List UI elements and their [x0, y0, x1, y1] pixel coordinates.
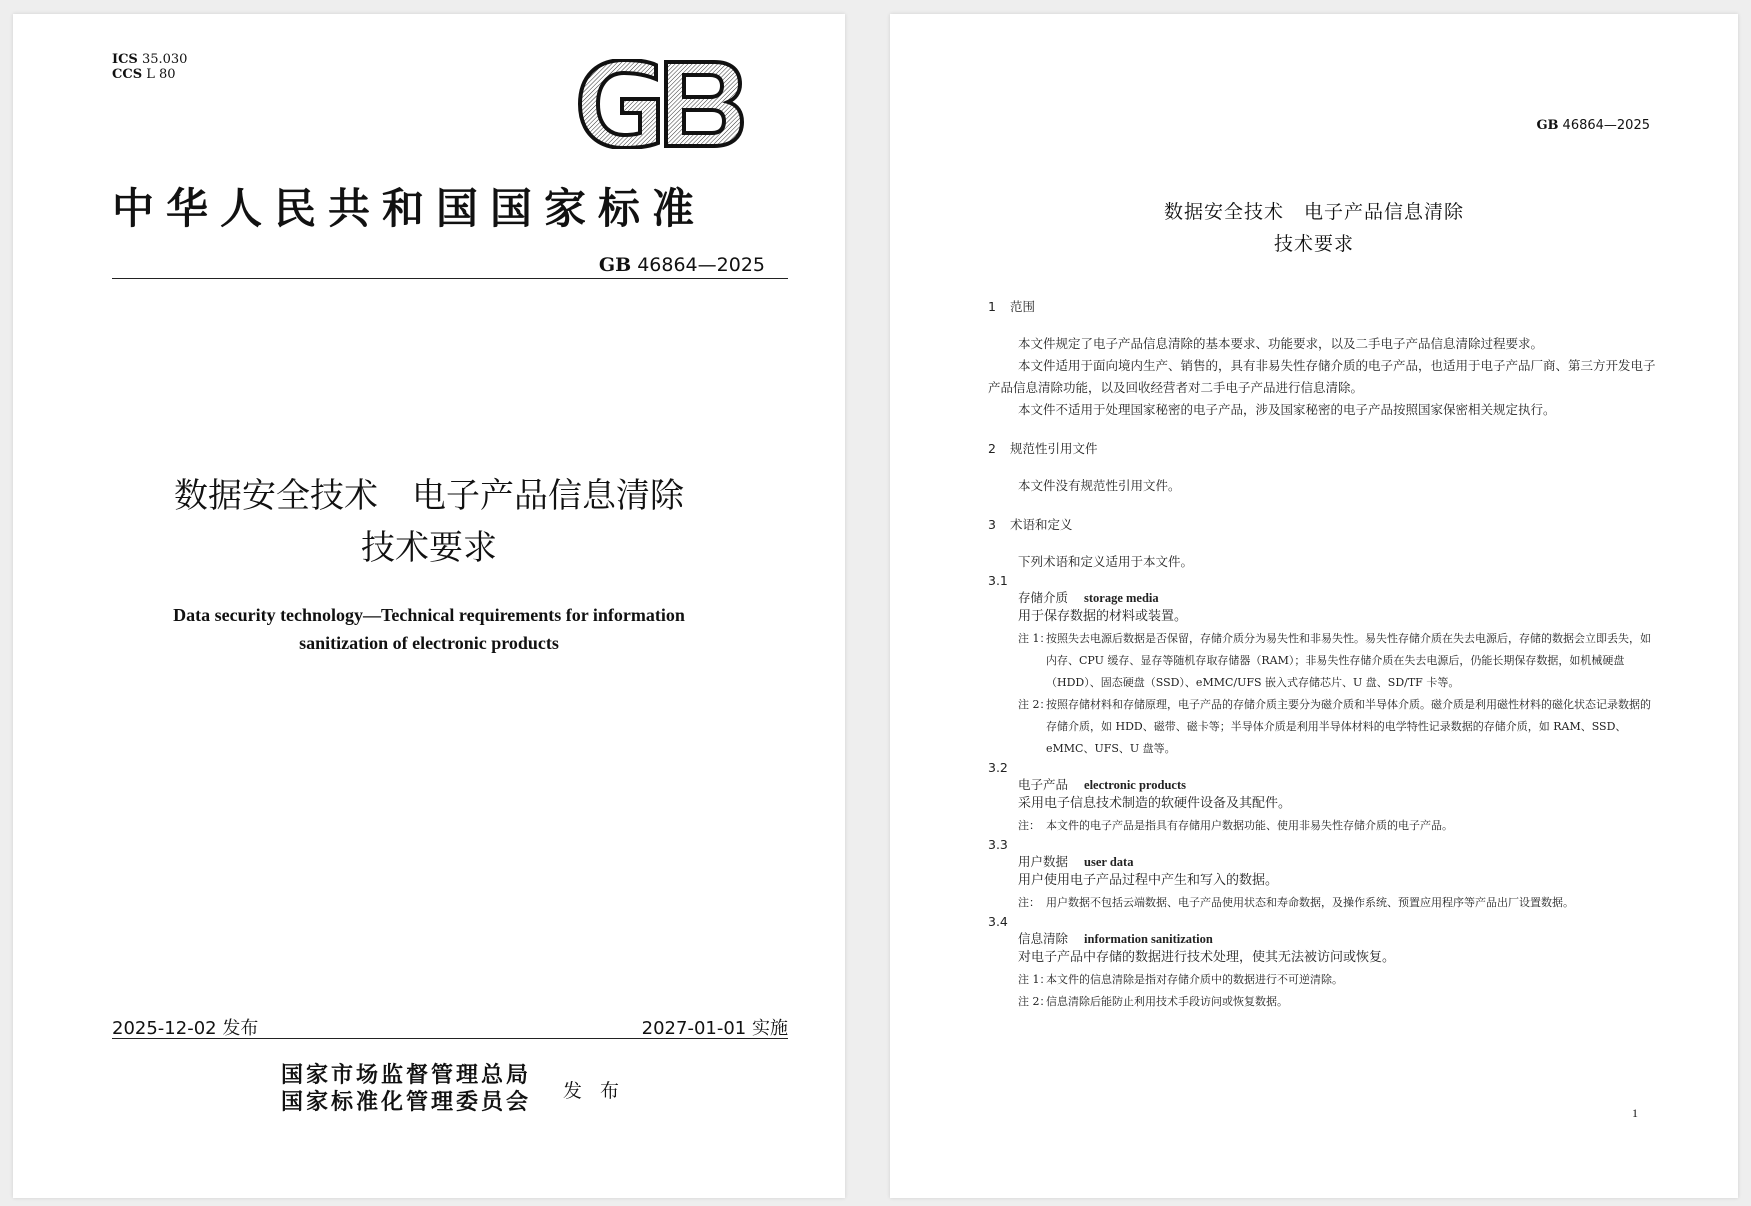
page-header-code	[1536, 118, 1650, 133]
cover-page	[13, 14, 845, 1198]
term-heading: 存储介质 storage media	[1018, 590, 1159, 605]
normative-paragraph: 本文件没有规范性引用文件。	[1018, 478, 1181, 493]
terms-intro: 下列术语和定义适用于本文件。	[1018, 554, 1194, 569]
ccs-label: CCS	[112, 67, 143, 82]
cover-title-en-line1: Data security technology—Technical requirements for information	[173, 605, 685, 625]
ics-label: ICS	[112, 52, 138, 67]
scope-paragraph: 本文件适用于面向境内生产、销售的，具有非易失性存储介质的电子产品，也适用于电子产品厂商、第三方开发电子产品信息清除功能，以及回收经营者对二手电子产品进行信息清除。	[988, 358, 1656, 395]
ccs-value: L 80	[146, 67, 176, 82]
implementation-date: 2027-01-01 实施	[641, 1018, 788, 1039]
document-body	[988, 297, 1660, 1013]
term-heading: 电子产品 electronic products	[1018, 777, 1186, 792]
cover-standard-code	[599, 254, 765, 276]
ics-value: 35.030	[141, 52, 188, 67]
term-number: 3.4	[988, 914, 1008, 929]
cover-title-en-line2: sanitization of electronic products	[299, 633, 559, 653]
cover-title-cn	[13, 470, 845, 574]
term-number: 3.2	[988, 760, 1008, 775]
document-title-line1: 数据安全技术 电子产品信息清除	[1163, 201, 1464, 223]
cover-top-rule	[112, 278, 788, 279]
header-code-number: 46864—2025	[1562, 118, 1650, 133]
cover-title-en	[13, 601, 845, 657]
section-heading-terms: 3 术语和定义	[988, 517, 1073, 532]
term-heading: 信息清除 information sanitization	[1018, 931, 1213, 946]
term-note: 注： 本文件的电子产品是指具有存储用户数据功能、使用非易失性存储介质的电子产品。	[1018, 819, 1453, 832]
header-code-prefix: GB	[1536, 118, 1559, 133]
term-definition: 对电子产品中存储的数据进行技术处理，使其无法被访问或恢复。	[1018, 950, 1396, 965]
scope-paragraph: 本文件规定了电子产品信息清除的基本要求、功能要求，以及二手电子产品信息清除过程要求。	[1018, 336, 1544, 351]
term-definition: 用于保存数据的材料或装置。	[1018, 609, 1188, 624]
issuer-samr: 国家市场监督管理总局	[281, 1062, 532, 1088]
cover-title-cn-line2: 技术要求	[361, 528, 497, 568]
section-heading-normative-references: 2 规范性引用文件	[988, 441, 1098, 456]
term-note: 注： 用户数据不包括云端数据、电子产品使用状态和寿命数据，及操作系统、预置应用程序等产品出厂设置数据。	[1018, 896, 1574, 909]
term-heading: 用户数据 user data	[1018, 854, 1134, 869]
publish-label: 发 布	[563, 1080, 626, 1102]
term-definition: 用户使用电子产品过程中产生和写入的数据。	[1018, 873, 1279, 888]
document-title-line2: 技术要求	[1273, 233, 1354, 255]
term-number: 3.1	[988, 573, 1008, 588]
national-standard-title: 中华人民共和国国家标准	[112, 184, 707, 233]
issue-date: 2025-12-02 发布	[112, 1018, 259, 1039]
term-number: 3.3	[988, 837, 1008, 852]
term-note: 注 2： 信息清除后能防止利用技术手段访问或恢复数据。	[1018, 995, 1288, 1008]
issuing-authorities	[281, 1062, 531, 1116]
page-number: 1	[1632, 1106, 1638, 1120]
term-note: 注 2： 按照存储材料和存储原理，电子产品的存储介质主要分为磁介质和半导体介质。磁介质是利用磁性材料的磁化状态记录数据的存储介质，如 HDD、磁带、磁卡等；半导体介质是利用半导体材料的电学特性记录数据的存储介质，如 RAM、SSD、eMMC、UFS、U 盘等。	[1018, 698, 1651, 755]
document-title	[890, 196, 1738, 260]
scope-paragraph: 本文件不适用于处理国家秘密的电子产品，涉及国家秘密的电子产品按照国家保密相关规定执行。	[1018, 402, 1556, 417]
cover-title-cn-line1: 数据安全技术 电子产品信息清除	[174, 476, 684, 516]
issuer-sac: 国家标准化管理委员会	[281, 1089, 532, 1115]
classification-codes	[112, 52, 187, 82]
cover-code-number: 46864—2025	[637, 254, 765, 276]
gb-logo	[578, 59, 744, 149]
content-page	[890, 14, 1738, 1198]
term-note: 注 1： 按照失去电源后数据是否保留，存储介质分为易失性和非易失性。易失性存储介质在失去电源后，存储的数据会立即丢失，如内存、CPU 缓存、显存等随机存取存储器（RAM）；非易失性存储介质在失去电源后，仍能长期保存数据，如机械硬盘（HDD）、固态硬盘（SSD）、eMMC/UFS 嵌入式存储芯片、U 盘、SD/TF 卡等。	[1018, 632, 1651, 689]
section-heading-scope: 1 范围	[988, 299, 1036, 314]
term-definition: 采用电子信息技术制造的软硬件设备及其配件。	[1018, 796, 1292, 811]
term-note: 注 1： 本文件的信息清除是指对存储介质中的数据进行不可逆清除。	[1018, 973, 1343, 986]
cover-code-prefix: GB	[598, 254, 632, 276]
cover-bottom-rule	[112, 1038, 788, 1039]
